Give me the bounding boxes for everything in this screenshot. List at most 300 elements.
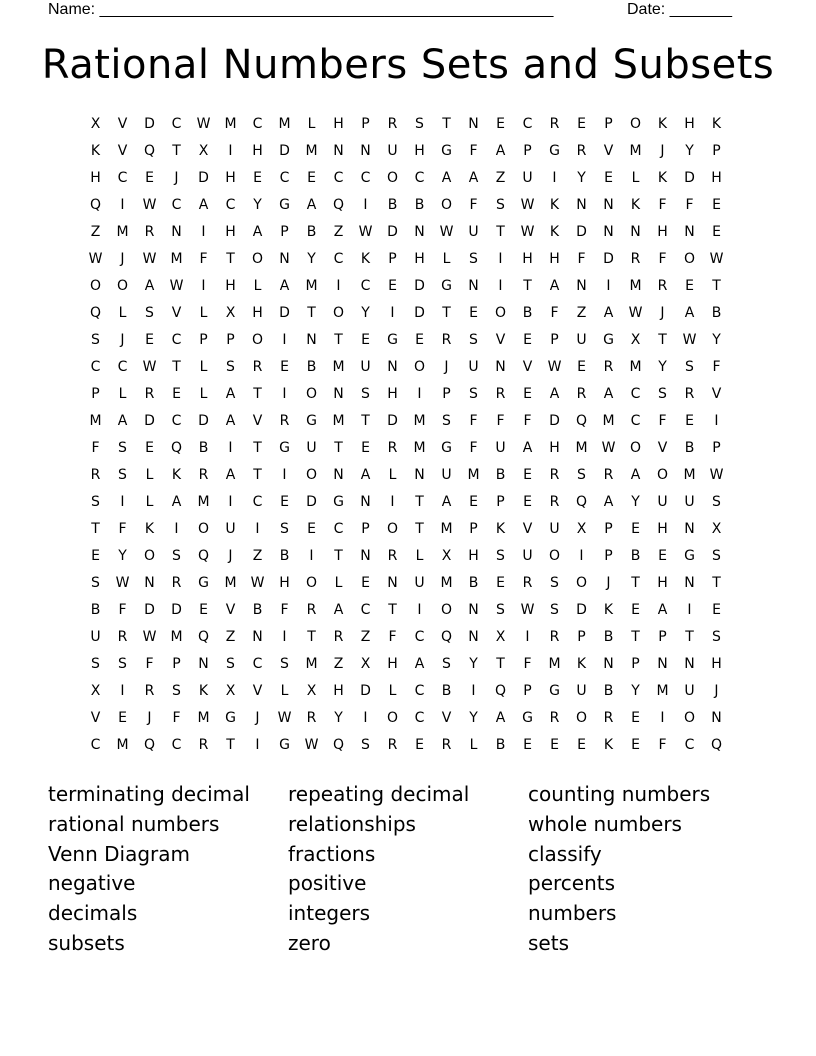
grid-letter: T bbox=[658, 332, 667, 348]
grid-letter: Q bbox=[575, 413, 588, 429]
grid-letter: A bbox=[333, 602, 344, 618]
grid-letter: E bbox=[361, 332, 370, 348]
grid-letter: I bbox=[282, 332, 287, 348]
grid-letter: B bbox=[279, 548, 290, 564]
grid-letter: M bbox=[656, 683, 669, 699]
grid-letter: F bbox=[469, 440, 478, 456]
grid-letter: P bbox=[496, 494, 505, 510]
grid-letter: Z bbox=[576, 305, 587, 321]
grid-letter: O bbox=[305, 386, 318, 402]
grid-letter: E bbox=[604, 170, 613, 186]
grid-letter: N bbox=[576, 278, 587, 294]
grid-letter: R bbox=[549, 710, 560, 726]
grid-letter: Y bbox=[685, 143, 694, 159]
grid-letter: S bbox=[91, 575, 100, 591]
grid-letter: I bbox=[255, 737, 260, 753]
grid-letter: H bbox=[279, 575, 290, 591]
grid-row bbox=[82, 600, 730, 627]
grid-letter: C bbox=[630, 386, 641, 402]
grid-letter: G bbox=[441, 143, 452, 159]
grid-letter: W bbox=[169, 278, 184, 294]
grid-letter: H bbox=[387, 386, 398, 402]
grid-letter: C bbox=[171, 197, 182, 213]
grid-letter: V bbox=[603, 143, 614, 159]
grid-letter: I bbox=[498, 251, 503, 267]
grid-letter: T bbox=[334, 548, 343, 564]
grid-letter: W bbox=[277, 710, 292, 726]
grid-letter: K bbox=[657, 170, 668, 186]
grid-letter: R bbox=[198, 467, 209, 483]
grid-letter: C bbox=[117, 170, 128, 186]
grid-letter: N bbox=[333, 386, 344, 402]
word-item: negative bbox=[48, 871, 136, 896]
grid-letter: R bbox=[522, 575, 533, 591]
grid-letter: H bbox=[684, 116, 695, 132]
grid-letter: F bbox=[388, 629, 397, 645]
grid-row bbox=[82, 492, 730, 519]
grid-letter: M bbox=[305, 143, 318, 159]
grid-letter: I bbox=[498, 278, 503, 294]
grid-letter: L bbox=[145, 467, 154, 483]
grid-letter: M bbox=[683, 467, 696, 483]
word-item: integers bbox=[288, 901, 371, 926]
grid-letter: N bbox=[468, 278, 479, 294]
grid-letter: W bbox=[115, 575, 130, 591]
grid-letter: F bbox=[118, 602, 127, 618]
grid-letter: S bbox=[469, 386, 478, 402]
grid-letter: Q bbox=[494, 683, 507, 699]
grid-letter: M bbox=[278, 116, 291, 132]
grid-letter: N bbox=[414, 467, 425, 483]
grid-letter: P bbox=[226, 332, 235, 348]
grid-row bbox=[82, 384, 730, 411]
word-item: Venn Diagram bbox=[48, 841, 191, 866]
grid-letter: E bbox=[145, 332, 154, 348]
grid-letter: C bbox=[630, 413, 641, 429]
grid-letter: I bbox=[417, 386, 422, 402]
grid-letter: F bbox=[523, 413, 532, 429]
grid-letter: I bbox=[687, 602, 692, 618]
grid-letter: R bbox=[306, 602, 317, 618]
grid-letter: Z bbox=[252, 548, 263, 564]
grid-letter: B bbox=[603, 629, 614, 645]
grid-letter: W bbox=[142, 251, 157, 267]
grid-letter: E bbox=[631, 521, 640, 537]
grid-letter: V bbox=[252, 683, 263, 699]
grid-letter: T bbox=[226, 737, 235, 753]
grid-letter: M bbox=[305, 656, 318, 672]
grid-letter: N bbox=[684, 656, 695, 672]
grid-letter: Y bbox=[307, 251, 316, 267]
grid-letter: R bbox=[144, 224, 155, 240]
grid-letter: L bbox=[199, 305, 208, 321]
grid-letter: A bbox=[657, 602, 668, 618]
grid-letter: G bbox=[549, 143, 560, 159]
grid-letter: J bbox=[660, 305, 665, 321]
grid-letter: T bbox=[307, 305, 316, 321]
grid-letter: M bbox=[629, 278, 642, 294]
grid-letter: E bbox=[361, 440, 370, 456]
word-item: percents bbox=[528, 871, 616, 896]
grid-letter: B bbox=[306, 224, 317, 240]
grid-letter: Q bbox=[143, 737, 156, 753]
grid-letter: U bbox=[684, 494, 695, 510]
grid-letter: B bbox=[495, 737, 506, 753]
grid-letter: H bbox=[333, 683, 344, 699]
grid-letter: E bbox=[280, 494, 289, 510]
grid-letter: K bbox=[171, 467, 182, 483]
grid-letter: O bbox=[386, 521, 399, 537]
grid-letter: W bbox=[142, 197, 157, 213]
grid-letter: P bbox=[577, 629, 586, 645]
grid-letter: S bbox=[172, 548, 181, 564]
grid-letter: F bbox=[199, 251, 208, 267]
grid-letter: Y bbox=[712, 332, 721, 348]
grid-letter: N bbox=[711, 710, 722, 726]
word-item: relationships bbox=[288, 811, 416, 836]
grid-letter: G bbox=[279, 197, 290, 213]
grid-letter: R bbox=[657, 278, 668, 294]
grid-letter: J bbox=[606, 575, 611, 591]
grid-letter: Z bbox=[360, 629, 371, 645]
word-column bbox=[528, 780, 768, 959]
grid-letter: M bbox=[602, 413, 615, 429]
grid-letter: L bbox=[118, 386, 127, 402]
grid-letter: N bbox=[630, 224, 641, 240]
grid-letter: W bbox=[601, 440, 616, 456]
grid-letter: V bbox=[225, 602, 236, 618]
grid-letter: A bbox=[198, 197, 209, 213]
grid-letter: T bbox=[415, 494, 424, 510]
grid-letter: S bbox=[442, 656, 451, 672]
grid-letter: M bbox=[224, 116, 237, 132]
grid-letter: M bbox=[305, 278, 318, 294]
grid-letter: A bbox=[468, 170, 479, 186]
grid-letter: M bbox=[116, 737, 129, 753]
grid-letter: N bbox=[684, 224, 695, 240]
grid-letter: F bbox=[658, 413, 667, 429]
grid-letter: H bbox=[225, 278, 236, 294]
grid-letter: C bbox=[171, 737, 182, 753]
name-field-label: Name: ___________________________________________________ bbox=[48, 1, 554, 18]
grid-letter: G bbox=[225, 710, 236, 726]
grid-letter: K bbox=[603, 737, 614, 753]
grid-letter: K bbox=[603, 602, 614, 618]
grid-letter: H bbox=[657, 575, 668, 591]
grid-letter: O bbox=[683, 251, 696, 267]
grid-letter: P bbox=[604, 548, 613, 564]
grid-letter: Y bbox=[631, 683, 640, 699]
date-field-label: Date: _______ bbox=[627, 1, 732, 18]
grid-letter: P bbox=[280, 224, 289, 240]
grid-letter: A bbox=[225, 386, 236, 402]
grid-letter: P bbox=[604, 521, 613, 537]
grid-letter: L bbox=[145, 494, 154, 510]
grid-letter: O bbox=[332, 305, 345, 321]
grid-letter: E bbox=[307, 521, 316, 537]
grid-letter: T bbox=[334, 440, 343, 456]
grid-letter: R bbox=[387, 548, 398, 564]
grid-letter: C bbox=[684, 737, 695, 753]
grid-letter: T bbox=[253, 440, 262, 456]
grid-letter: E bbox=[712, 197, 721, 213]
grid-letter: G bbox=[684, 548, 695, 564]
grid-letter: O bbox=[494, 305, 507, 321]
grid-letter: M bbox=[440, 575, 453, 591]
grid-letter: A bbox=[684, 305, 695, 321]
grid-letter: W bbox=[196, 116, 211, 132]
grid-letter: E bbox=[712, 602, 721, 618]
grid-letter: F bbox=[685, 197, 694, 213]
grid-letter: T bbox=[307, 629, 316, 645]
grid-letter: D bbox=[171, 602, 182, 618]
grid-row bbox=[82, 222, 730, 249]
grid-letter: A bbox=[441, 494, 452, 510]
grid-letter: U bbox=[468, 224, 479, 240]
grid-letter: I bbox=[660, 710, 665, 726]
grid-letter: S bbox=[226, 656, 235, 672]
grid-letter: X bbox=[441, 548, 452, 564]
grid-row bbox=[82, 195, 730, 222]
grid-letter: B bbox=[630, 548, 641, 564]
grid-letter: X bbox=[225, 305, 236, 321]
grid-letter: O bbox=[116, 278, 129, 294]
grid-letter: C bbox=[522, 116, 533, 132]
grid-letter: A bbox=[549, 278, 560, 294]
grid-letter: B bbox=[387, 197, 398, 213]
grid-row bbox=[82, 276, 730, 303]
word-item: numbers bbox=[528, 901, 617, 926]
grid-letter: R bbox=[576, 143, 587, 159]
grid-letter: E bbox=[469, 305, 478, 321]
grid-letter: H bbox=[549, 251, 560, 267]
grid-letter: R bbox=[387, 440, 398, 456]
grid-letter: H bbox=[549, 440, 560, 456]
grid-letter: N bbox=[603, 224, 614, 240]
grid-letter: F bbox=[469, 413, 478, 429]
grid-row bbox=[82, 573, 730, 600]
grid-letter: F bbox=[658, 251, 667, 267]
grid-letter: B bbox=[603, 683, 614, 699]
grid-letter: X bbox=[198, 143, 209, 159]
grid-letter: X bbox=[90, 683, 101, 699]
grid-letter: I bbox=[174, 521, 179, 537]
grid-letter: L bbox=[253, 278, 262, 294]
grid-letter: A bbox=[495, 143, 506, 159]
grid-letter: N bbox=[144, 575, 155, 591]
grid-letter: S bbox=[469, 332, 478, 348]
grid-letter: C bbox=[333, 251, 344, 267]
grid-letter: O bbox=[251, 251, 264, 267]
grid-letter: W bbox=[709, 251, 724, 267]
grid-letter: A bbox=[441, 170, 452, 186]
grid-letter: S bbox=[469, 251, 478, 267]
grid-letter: K bbox=[630, 197, 641, 213]
grid-letter: P bbox=[712, 440, 721, 456]
grid-letter: G bbox=[198, 575, 209, 591]
word-item: subsets bbox=[48, 930, 125, 955]
grid-letter: C bbox=[171, 413, 182, 429]
grid-letter: K bbox=[549, 197, 560, 213]
grid-letter: H bbox=[414, 251, 425, 267]
grid-letter: U bbox=[90, 629, 101, 645]
grid-row bbox=[82, 681, 730, 708]
grid-letter: H bbox=[252, 305, 263, 321]
grid-letter: I bbox=[363, 710, 368, 726]
grid-letter: E bbox=[631, 602, 640, 618]
grid-letter: U bbox=[360, 359, 371, 375]
grid-letter: P bbox=[361, 521, 370, 537]
grid-letter: G bbox=[279, 440, 290, 456]
grid-letter: C bbox=[360, 278, 371, 294]
grid-letter: R bbox=[495, 386, 506, 402]
grid-letter: E bbox=[496, 116, 505, 132]
grid-letter: R bbox=[441, 332, 452, 348]
grid-letter: G bbox=[387, 332, 398, 348]
grid-letter: N bbox=[657, 656, 668, 672]
grid-letter: F bbox=[145, 656, 154, 672]
grid-letter: E bbox=[523, 386, 532, 402]
grid-letter: T bbox=[334, 332, 343, 348]
grid-letter: H bbox=[333, 116, 344, 132]
grid-letter: T bbox=[361, 413, 370, 429]
grid-letter: Y bbox=[631, 494, 640, 510]
grid-letter: O bbox=[89, 278, 102, 294]
word-item: classify bbox=[528, 841, 602, 866]
grid-row bbox=[82, 654, 730, 681]
grid-letter: T bbox=[172, 143, 181, 159]
grid-letter: E bbox=[523, 494, 532, 510]
grid-letter: C bbox=[171, 116, 182, 132]
grid-letter: D bbox=[144, 602, 155, 618]
grid-letter: G bbox=[522, 710, 533, 726]
grid-letter: Z bbox=[225, 629, 236, 645]
grid-letter: D bbox=[549, 413, 560, 429]
grid-letter: C bbox=[414, 170, 425, 186]
grid-letter: I bbox=[363, 197, 368, 213]
grid-letter: Y bbox=[334, 710, 343, 726]
grid-letter: A bbox=[117, 413, 128, 429]
grid-letter: G bbox=[549, 683, 560, 699]
grid-letter: S bbox=[550, 575, 559, 591]
grid-letter: B bbox=[252, 602, 263, 618]
grid-letter: D bbox=[279, 143, 290, 159]
grid-letter: V bbox=[495, 332, 506, 348]
grid-letter: U bbox=[549, 521, 560, 537]
grid-letter: V bbox=[90, 710, 101, 726]
grid-row bbox=[82, 627, 730, 654]
grid-letter: R bbox=[90, 467, 101, 483]
grid-letter: K bbox=[144, 521, 155, 537]
grid-letter: Q bbox=[332, 737, 345, 753]
grid-row bbox=[82, 546, 730, 573]
grid-letter: R bbox=[603, 710, 614, 726]
grid-letter: Y bbox=[577, 170, 586, 186]
grid-letter: B bbox=[684, 440, 695, 456]
grid-letter: C bbox=[333, 521, 344, 537]
grid-letter: Q bbox=[575, 494, 588, 510]
grid-letter: T bbox=[523, 278, 532, 294]
grid-letter: N bbox=[333, 467, 344, 483]
grid-letter: S bbox=[712, 629, 721, 645]
grid-letter: P bbox=[604, 116, 613, 132]
grid-letter: H bbox=[711, 170, 722, 186]
grid-letter: I bbox=[390, 305, 395, 321]
grid-letter: U bbox=[387, 143, 398, 159]
grid-letter: P bbox=[469, 521, 478, 537]
grid-letter: J bbox=[255, 710, 260, 726]
grid-letter: M bbox=[170, 629, 183, 645]
grid-letter: V bbox=[252, 413, 263, 429]
grid-letter: E bbox=[712, 224, 721, 240]
grid-letter: R bbox=[144, 386, 155, 402]
grid-letter: T bbox=[496, 656, 505, 672]
grid-letter: F bbox=[577, 251, 586, 267]
grid-letter: W bbox=[358, 224, 373, 240]
grid-letter: P bbox=[199, 332, 208, 348]
grid-letter: O bbox=[251, 332, 264, 348]
grid-letter: C bbox=[252, 116, 263, 132]
grid-letter: S bbox=[415, 116, 424, 132]
grid-letter: I bbox=[228, 143, 233, 159]
grid-letter: H bbox=[252, 143, 263, 159]
grid-letter: F bbox=[658, 197, 667, 213]
grid-letter: S bbox=[550, 602, 559, 618]
grid-letter: A bbox=[549, 386, 560, 402]
grid-letter: N bbox=[360, 494, 371, 510]
grid-letter: I bbox=[120, 683, 125, 699]
grid-letter: F bbox=[469, 197, 478, 213]
grid-letter: E bbox=[631, 710, 640, 726]
grid-letter: R bbox=[387, 737, 398, 753]
grid-letter: X bbox=[495, 629, 506, 645]
grid-letter: B bbox=[414, 197, 425, 213]
grid-letter: M bbox=[440, 521, 453, 537]
grid-letter: Q bbox=[89, 305, 102, 321]
grid-letter: U bbox=[495, 440, 506, 456]
grid-letter: B bbox=[441, 683, 452, 699]
grid-letter: C bbox=[414, 629, 425, 645]
grid-letter: P bbox=[388, 251, 397, 267]
grid-letter: S bbox=[685, 359, 694, 375]
grid-letter: Q bbox=[197, 629, 210, 645]
grid-letter: I bbox=[606, 278, 611, 294]
word-item: counting numbers bbox=[528, 782, 711, 806]
grid-letter: D bbox=[576, 224, 587, 240]
grid-letter: A bbox=[360, 467, 371, 483]
grid-letter: I bbox=[471, 683, 476, 699]
grid-letter: K bbox=[90, 143, 101, 159]
grid-letter: W bbox=[142, 629, 157, 645]
grid-letter: N bbox=[468, 629, 479, 645]
grid-letter: I bbox=[282, 629, 287, 645]
grid-letter: T bbox=[253, 386, 262, 402]
grid-letter: M bbox=[629, 359, 642, 375]
grid-letter: E bbox=[631, 737, 640, 753]
grid-letter: R bbox=[171, 575, 182, 591]
grid-letter: U bbox=[225, 521, 236, 537]
grid-letter: C bbox=[360, 602, 371, 618]
grid-letter: W bbox=[520, 224, 535, 240]
grid-letter: Y bbox=[469, 710, 478, 726]
grid-letter: P bbox=[91, 386, 100, 402]
grid-letter: F bbox=[469, 143, 478, 159]
grid-letter: M bbox=[197, 710, 210, 726]
grid-letter: O bbox=[440, 602, 453, 618]
grid-letter: C bbox=[414, 710, 425, 726]
grid-letter: F bbox=[712, 359, 721, 375]
grid-letter: S bbox=[118, 656, 127, 672]
